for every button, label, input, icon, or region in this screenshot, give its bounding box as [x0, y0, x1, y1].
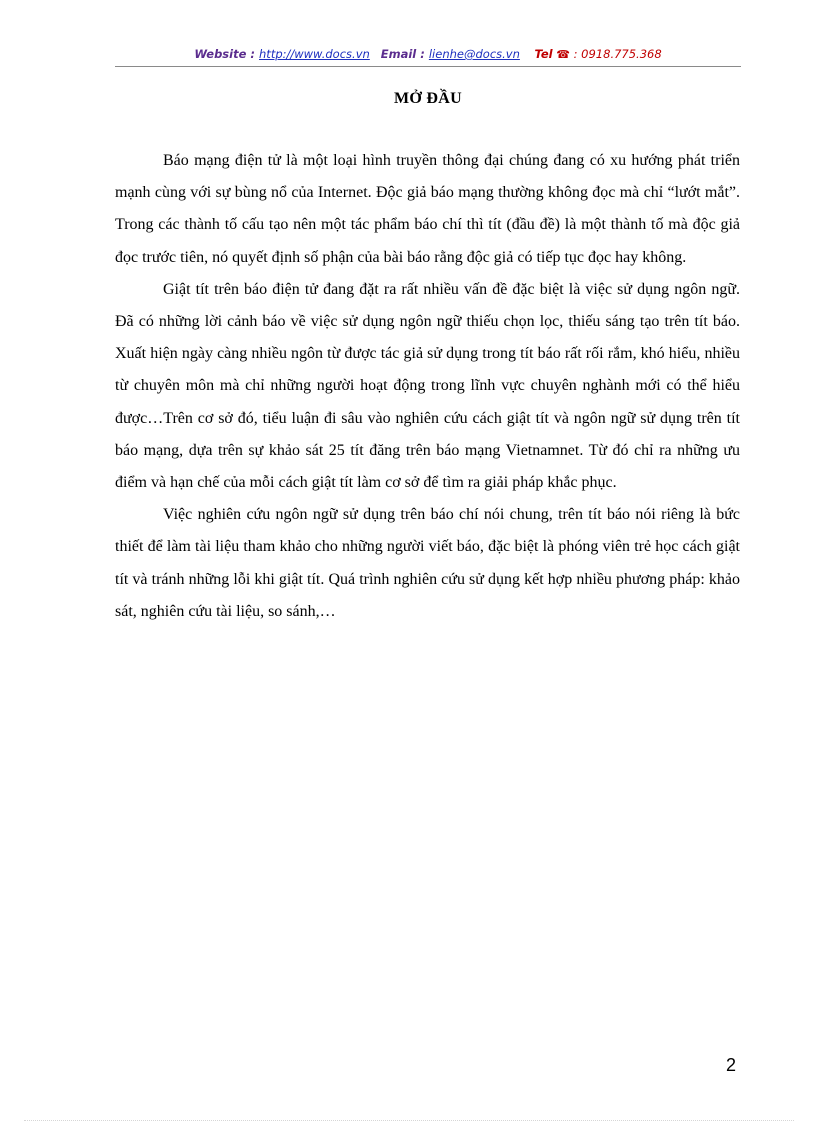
- website-link[interactable]: http://www.docs.vn: [259, 47, 370, 61]
- paragraph-2: Giật tít trên báo điện tử đang đặt ra rất nhiều vấn đề đặc biệt là việc sử dụng ngôn ngữ. Đã có những lời cảnh báo về việc sử dụng ngôn ngữ thiếu chọn lọc, thiếu sáng tạo trên tít báo. Xuất hiện ngày càng nhiều ngôn từ được tác giả sử dụng trong tít báo rất rối rắm, khó hiểu, nhiều từ chuyên môn mà chỉ những người hoạt động trong lĩnh vực chuyên nghành mới có thể hiểu được…Trên cơ sở đó, tiểu luận đi sâu vào nghiên cứu cách giật tít và ngôn ngữ sử dụng trên tít báo mạng, dựa trên sự khảo sát 25 tít đăng trên báo mạng Vietnamnet. Từ đó chỉ ra những ưu điểm và hạn chế của mỗi cách giật tít làm cơ sở để tìm ra giải pháp khắc phục.: [115, 280, 740, 492]
- tel-separator: :: [569, 47, 582, 61]
- paragraph-3: Việc nghiên cứu ngôn ngữ sử dụng trên báo chí nói chung, trên tít báo nói riêng là bức thiết để làm tài liệu tham khảo cho những người viết báo, đặc biệt là phóng viên trẻ học cách giật tít và tránh những lỗi khi giật tít. Quá trình nghiên cứu sử dụng kết hợp nhiều phương pháp: khảo sát, nghiên cứu tài liệu, so sánh,…: [115, 506, 740, 620]
- paragraph-1: Báo mạng điện tử là một loại hình truyền thông đại chúng đang có xu hướng phát triển mạnh cùng với sự bùng nổ của Internet. Độc giả báo mạng thường không đọc mà chỉ “lướt mắt”. Trong các thành tố cấu tạo nên một tác phẩm báo chí thì tít (đầu đề) là một thành tố mà độc giả đọc trước tiên, nó quyết định số phận của bài báo rằng độc giả có tiếp tục đọc hay không.: [115, 152, 740, 266]
- document-body: [115, 145, 740, 628]
- phone-icon: ☎: [556, 48, 570, 61]
- email-separator: :: [416, 47, 429, 61]
- page-bottom-border: [24, 1120, 794, 1121]
- document-title: MỞ ĐẦU: [393, 90, 462, 107]
- header-divider: [115, 66, 741, 67]
- email-label: Email: [380, 47, 417, 61]
- website-separator: :: [246, 47, 260, 61]
- tel-label: Tel: [534, 47, 553, 61]
- page-number: 2: [726, 1055, 737, 1075]
- website-label: Website: [194, 47, 247, 61]
- email-link[interactable]: lienhe@docs.vn: [428, 47, 520, 61]
- page-header: [115, 47, 741, 61]
- tel-number: 0918.775.368: [581, 47, 662, 61]
